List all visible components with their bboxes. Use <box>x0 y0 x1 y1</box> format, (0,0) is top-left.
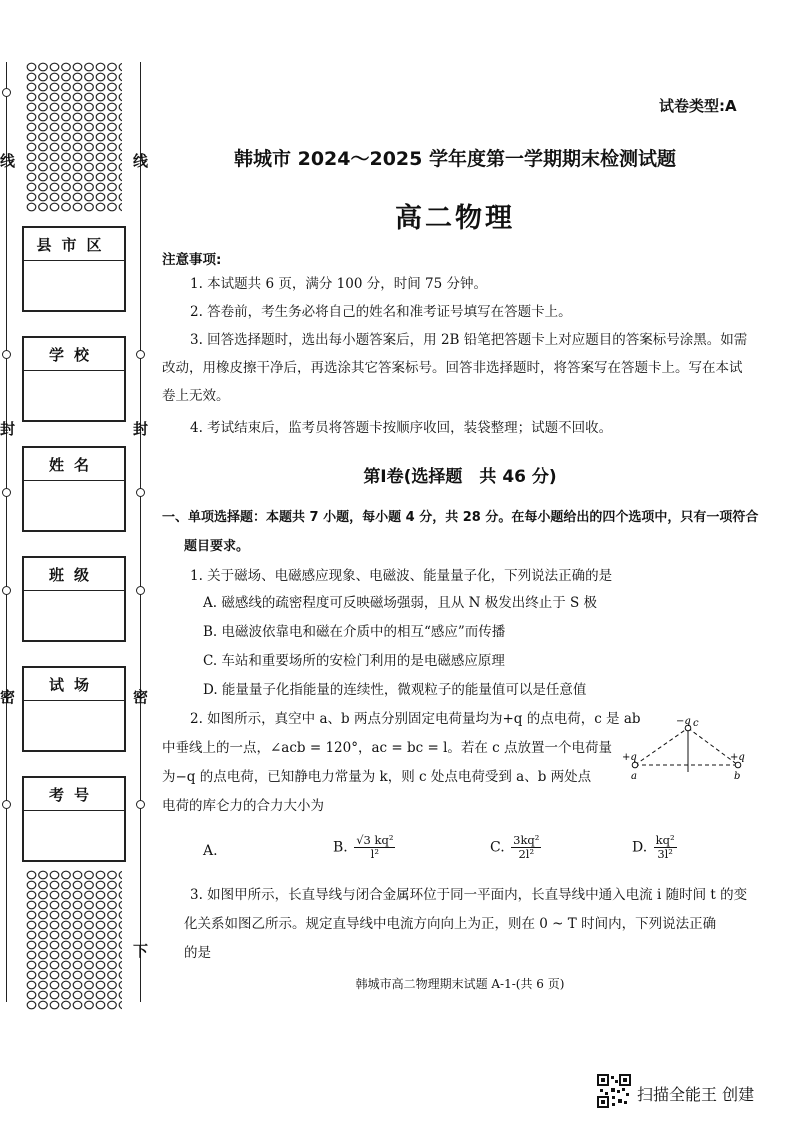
qr-code-icon <box>597 1074 631 1108</box>
binding-ring <box>136 586 145 595</box>
question-2-option-a <box>203 843 218 859</box>
option-fraction <box>511 834 541 861</box>
margin-char: 线 <box>0 152 16 170</box>
note-line: 卷上无效。 <box>162 388 230 404</box>
binding-ring <box>2 88 11 97</box>
fraction-numerator: 3kq² <box>513 833 540 847</box>
info-box-exam-room[interactable] <box>22 666 126 752</box>
subject-title: 高二物理 <box>395 203 515 234</box>
question-2-option-b <box>333 834 395 861</box>
margin-char: 密 <box>133 688 149 706</box>
label-a-charge: +q <box>622 752 637 763</box>
question-2-line: 中垂线上的一点，∠acb = 120°，ac = bc = l。若在 c 点放置一个电荷量 <box>162 740 613 756</box>
binding-ring <box>136 488 145 497</box>
question-3-line: 的是 <box>184 945 211 961</box>
info-box-school[interactable] <box>22 336 126 422</box>
margin-char: 下 <box>133 942 149 960</box>
binding-ring <box>2 586 11 595</box>
margin-char: 封 <box>0 420 16 438</box>
fraction-denominator: 3l² <box>657 847 673 861</box>
note-line: 1. 本试题共 6 页，满分 100 分，时间 75 分钟。 <box>190 276 487 292</box>
label-c: c <box>693 718 699 729</box>
option-fraction <box>354 834 395 861</box>
question-2-line: 为−q 的点电荷，已知静电力常量为 k，则 c 处点电荷受到 a、b 两处点 <box>162 769 592 785</box>
fraction-numerator: √3 kq² <box>356 833 394 847</box>
page-footer: 韩城市高二物理期末试题 A-1-(共 6 页) <box>355 977 565 991</box>
question-1-option-c: C. 车站和重要场所的安检门利用的是电磁感应原理 <box>203 653 505 669</box>
info-box-label: 考号 <box>24 778 124 811</box>
question-1-option-d: D. 能量量子化指能量的连续性，微观粒子的能量值可以是任意值 <box>203 682 587 698</box>
exam-title: 韩城市 2024～2025 学年度第一学期期末检测试题 <box>234 148 676 170</box>
label-a: a <box>631 771 637 782</box>
option-label: D. <box>632 839 648 856</box>
scanner-watermark: 扫描全能王 创建 <box>637 1085 755 1104</box>
option-label: A. <box>203 843 218 859</box>
notes-heading: 注意事项: <box>162 252 222 268</box>
info-box-exam-number[interactable] <box>22 776 126 862</box>
label-b-charge: +q <box>730 752 745 763</box>
question-2-figure <box>620 712 756 784</box>
fraction-numerator: kq² <box>655 833 675 847</box>
binding-ring <box>136 800 145 809</box>
info-box-label: 班级 <box>24 558 124 591</box>
section-title: 第Ⅰ卷(选择题 共 46 分) <box>363 467 557 487</box>
label-b: b <box>734 771 741 782</box>
margin-char: 封 <box>133 420 149 438</box>
info-box-label: 姓名 <box>24 448 124 481</box>
question-1-option-a: A. 磁感线的疏密程度可反映磁场强弱，且从 N 极发出终止于 S 极 <box>203 595 598 611</box>
question-2-line: 电荷的库仑力的合力大小为 <box>162 798 324 814</box>
note-line: 4. 考试结束后，监考员将答题卡按顺序收回，装袋整理；试题不回收。 <box>190 420 613 436</box>
option-label: C. <box>490 839 505 856</box>
question-3-line: 3. 如图甲所示，长直导线与闭合金属环位于同一平面内，长直导线中通入电流 i 随时间 t 的变 <box>190 887 748 903</box>
segment-ac <box>635 728 688 765</box>
fraction-denominator: 2l² <box>518 847 535 861</box>
option-fraction <box>654 834 677 861</box>
info-box-label: 试场 <box>24 668 124 701</box>
info-box-label: 县市区 <box>24 228 124 261</box>
label-c-charge: −q <box>676 716 691 727</box>
binding-ring <box>136 350 145 359</box>
info-box-name[interactable] <box>22 446 126 532</box>
charge-b <box>735 762 741 768</box>
info-box-label: 学校 <box>24 338 124 371</box>
binding-ring <box>2 350 11 359</box>
question-3-line: 化关系如图乙所示。规定直导线中电流方向向上为正，则在 0 ~ T 时间内，下列说法正确 <box>184 916 717 932</box>
question-2-option-d <box>632 834 677 861</box>
charge-a <box>632 762 638 768</box>
question-1-stem: 1. 关于磁场、电磁感应现象、电磁波、能量量子化，下列说法正确的是 <box>190 568 613 584</box>
note-line: 2. 答卷前，考生务必将自己的姓名和准考证号填写在答题卡上。 <box>190 304 572 320</box>
question-2-line: 2. 如图所示，真空中 a、b 两点分别固定电荷量均为+q 的点电荷，c 是 ab <box>190 711 641 727</box>
option-label: B. <box>333 839 348 856</box>
dot-pattern-bottom <box>26 870 122 1010</box>
info-box-class[interactable] <box>22 556 126 642</box>
info-box-county[interactable] <box>22 226 126 312</box>
binding-line-left <box>6 62 7 1002</box>
section-intro: 题目要求。 <box>184 539 250 554</box>
binding-ring <box>2 800 11 809</box>
dot-pattern-top <box>26 62 122 212</box>
margin-char: 线 <box>133 152 149 170</box>
section-intro: 一、单项选择题：本题共 7 小题，每小题 4 分，共 28 分。在每小题给出的四个选项中，只有一项符合 <box>162 510 759 525</box>
binding-ring <box>2 488 11 497</box>
fraction-denominator: l² <box>370 847 379 861</box>
binding-line-right <box>140 62 141 1002</box>
paper-type-label: 试卷类型:A <box>659 97 737 115</box>
margin-char: 密 <box>0 688 16 706</box>
note-line: 改动，用橡皮擦干净后，再选涂其它答案标号。回答非选择题时，将答案写在答题卡上。写在本试 <box>162 360 743 376</box>
question-1-option-b: B. 电磁波依靠电和磁在介质中的相互“感应”而传播 <box>203 624 506 640</box>
note-line: 3. 回答选择题时，选出每小题答案后，用 2B 铅笔把答题卡上对应题目的答案标号涂黑。如需 <box>190 332 748 348</box>
question-2-option-c <box>490 834 541 861</box>
